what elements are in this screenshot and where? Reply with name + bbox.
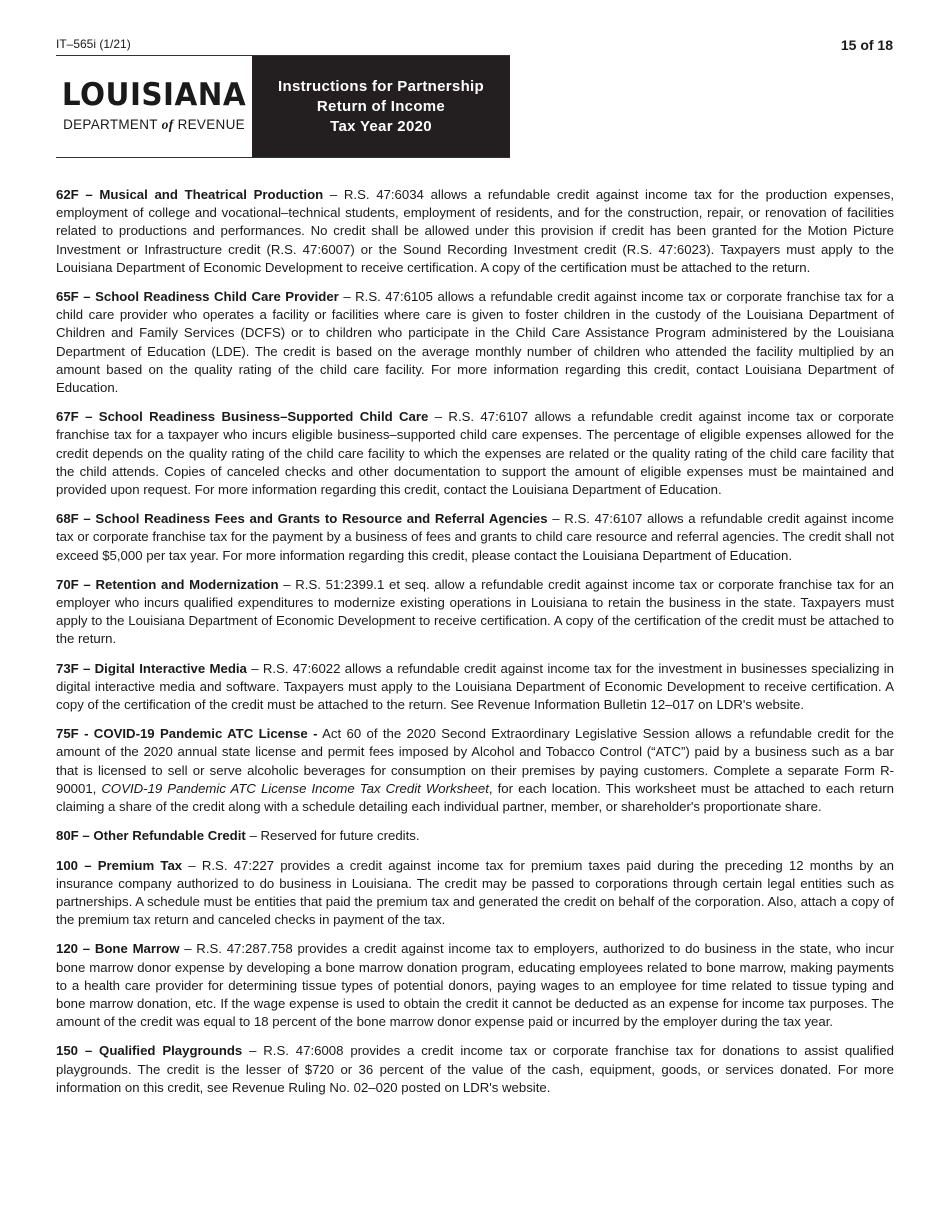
section-68f: [56, 510, 894, 565]
section-text: – R.S. 47:6107 allows a refundable credit against income tax or corporate franchise tax for the payment by a business of fees and grants to child care resource and referral agencies. The credit shall not exceed $5,000 per tax year. For more information regarding this credit, please contact the Louisiana Department of Education.: [56, 511, 894, 563]
worksheet-title: COVID-19 Pandemic ATC License Income Tax Credit Worksheet: [101, 780, 489, 796]
section-62f: [56, 186, 894, 277]
section-65f: [56, 288, 894, 397]
section-heading: 62F – Musical and Theatrical Production: [56, 187, 324, 202]
section-text-cont: , for each location. This worksheet must be attached to each return claiming a share of the credit along with a schedule detailing each individual partner, member, or shareholder's proportionate share.: [56, 780, 895, 815]
section-text: – R.S. 51:2399.1 et seq. allow a refundable credit against income tax or corporate franchise tax for an employer who incurs qualified expenditures to modernize existing operations in Louisiana to retain the business in the state. Taxpayers must apply to the Louisiana Department of Economic Development to receive certification. A copy of the certification of the credit must be attached to the return.: [56, 576, 894, 647]
logo-sub-of: of: [161, 117, 174, 132]
section-heading: 100 – Premium Tax: [56, 857, 183, 873]
section-heading: 70F – Retention and Modernization: [56, 576, 279, 592]
form-id: IT–565i (1/21): [56, 37, 131, 51]
section-heading: 120 – Bone Marrow: [56, 941, 180, 957]
logo-main-text: LOUISIANA: [61, 77, 247, 113]
section-text: – Reserved for future credits.: [245, 828, 420, 844]
instructions-body: [56, 186, 894, 1108]
section-heading: 80F – Other Refundable Credit: [56, 828, 246, 844]
section-73f: [56, 660, 894, 715]
section-heading: 65F – School Readiness Child Care Provider: [56, 289, 339, 305]
section-heading: 68F – School Readiness Fees and Grants to Resource and Referral Agencies: [56, 511, 548, 527]
logo-sub-revenue: REVENUE: [177, 117, 245, 132]
section-120: [56, 940, 894, 1031]
section-75f: [56, 725, 894, 816]
section-67f: [56, 408, 894, 499]
section-text: – R.S. 47:6034 allows a refundable credit against income tax for the production expenses, employment of college and vocational–technical students, employment of residents, and for the construction, repair, or renovation of facilities related to productions and performances. No credit shall be allowed under this provision if credit has been granted for the Motion Picture Investment or Infrastructure credit (R.S. 47:6007) or the Sound Recording Investment credit (R.S. 47:6023). Taxpayers must apply to the Louisiana Department of Economic Development to receive certification. A copy of the certification must be attached to the return.: [56, 187, 894, 275]
page-number: 15 of 18: [840, 37, 893, 53]
section-text: Act 60 of the 2020 Second Extraordinary Legislative Session allows a refundable credit for the amount of the 2020 annual state license and permit fees imposed by Alcohol and Tobacco Control (“ATC”) paid by a business such as a bar that is licensed to sell or serve alcoholic beverages for consumption on their premises by paying customers. Complete a separate Form R-90001,: [56, 726, 894, 796]
section-70f: [56, 576, 894, 649]
logo-sub-text: [63, 117, 245, 133]
section-text: – R.S. 47:227 provides a credit against income tax for premium taxes paid during the preceding 12 months by an insurance company authorized to do business in Louisiana. The credit may be passed to corporations through certain legal entities such as partnerships. A schedule must be entities that paid the premium tax and generated the credit on behalf of the corporation. Also, attach a copy of the premium tax return and canceled checks in payment of the tax.: [56, 857, 894, 928]
section-text: – R.S. 47:6022 allows a refundable credit against income tax for the investment in businesses specializing in digital interactive media and software. Taxpayers must apply to the Louisiana Department of Economic Development to receive certification. A copy of the certification of the credit must be attached to the return. See Revenue Information Bulletin 12–017 on LDR's website.: [56, 660, 894, 713]
section-heading: 150 – Qualified Playgrounds: [56, 1043, 243, 1059]
section-text: – R.S. 47:6008 provides a credit income tax or corporate franchise tax for donations to assist qualified playgrounds. The credit is the lesser of $720 or 36 percent of the value of the cash, equipment, goods, or services donated. For more information on this credit, see Revenue Ruling No. 02–020 posted on LDR's website.: [56, 1043, 894, 1095]
title-line-3: Tax Year 2020: [330, 117, 432, 135]
title-line-1: Instructions for Partnership: [278, 77, 484, 95]
title-line-2: Return of Income: [316, 97, 446, 115]
section-text: – R.S. 47:6105 allows a refundable credit against income tax or corporate franchise tax for a child care provider who operates a facility or facilities where care is given to foster children in the custody of the Louisiana Department of Children and Family Services (DCFS) or to children who participate in the Child Care Assistance Program administered by the Louisiana Department of Education (LDE). The credit is based on the average monthly number of children who attended the facility multiplied by an amount based on the quality rating of the child care facility. For more information regarding this credit, contact Louisiana Department of Education.: [56, 289, 894, 396]
ldr-logo: [56, 56, 252, 157]
section-100: [56, 857, 894, 930]
document-title: [252, 56, 510, 157]
section-150: [56, 1042, 894, 1097]
page-header: [56, 55, 510, 158]
section-heading: 75F - COVID-19 Pandemic ATC License -: [56, 726, 318, 742]
section-80f: [56, 827, 894, 845]
section-heading: 73F – Digital Interactive Media: [56, 660, 247, 676]
section-text: – R.S. 47:6107 allows a refundable credit against income tax or corporate franchise tax for a taxpayer who incurs eligible business–supported child care expenses. The percentage of eligible expenses allowed for the credit depends on the quality rating of the child care facility to which the expenses are related or the quality rating of the child care facility that the child attends. Copies of canceled checks and other documentation to support the amount of eligible expenses must be maintained and provided upon request. For more information regarding this credit, contact the Louisiana Department of Education.: [56, 409, 894, 498]
section-heading: 67F – School Readiness Business–Supported Child Care: [56, 409, 429, 425]
logo-sub-dept: DEPARTMENT: [63, 117, 158, 132]
section-text: – R.S. 47:287.758 provides a credit against income tax to employers, authorized to do business in the state, who incur bone marrow donor expense by developing a bone marrow donation program, educating employees related to bone marrow, making payments to a health care provider for determining tissue types of potential donors, paying wages to an employee for time related to tissue typing and bone marrow donation, etc. If the wage expense is used to obtain the credit it cannot be deducted as an expense for income tax purposes. The amount of the credit was equal to 18 percent of the bone marrow donor expense paid or incurred by the employer during the tax year.: [56, 941, 894, 1030]
